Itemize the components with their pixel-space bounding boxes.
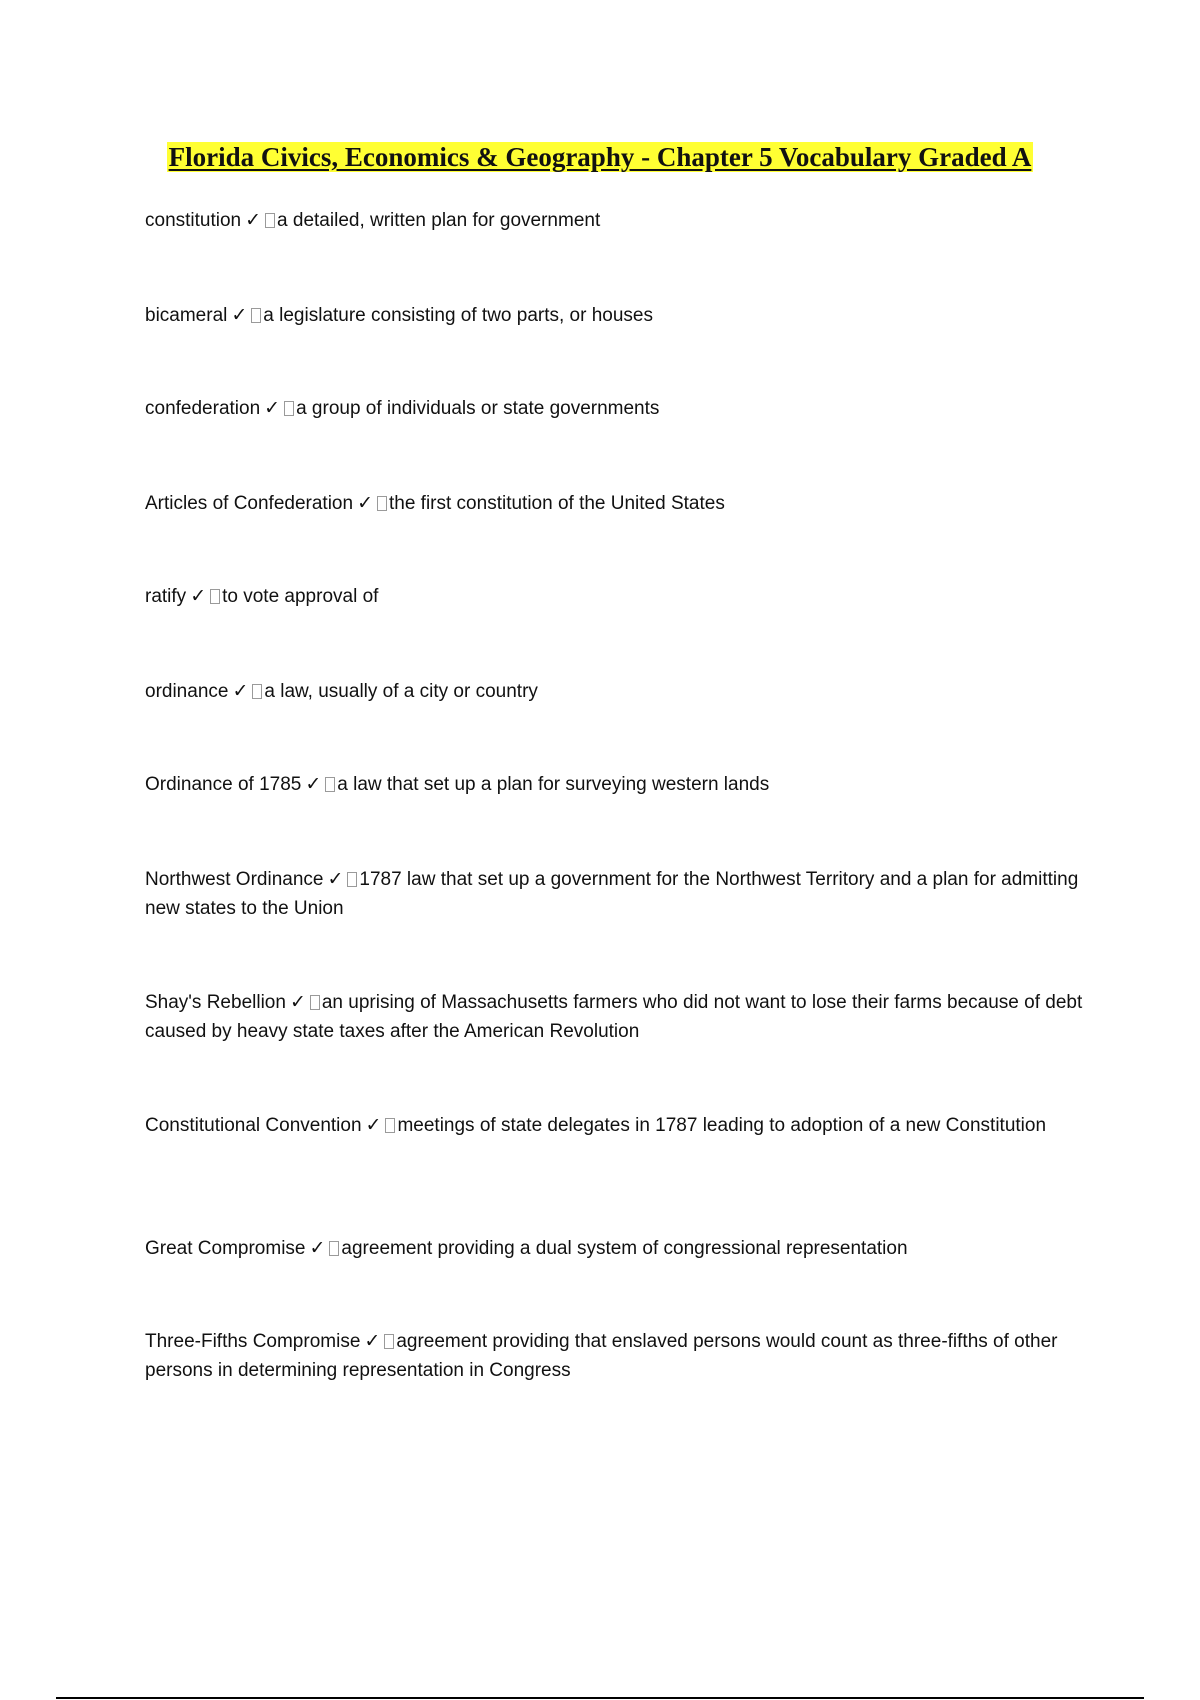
definition: a group of individuals or state governments (296, 398, 660, 419)
missing-glyph-box-icon (265, 213, 275, 228)
missing-glyph-box-icon (252, 684, 262, 699)
checkmark-icon: ✓ (190, 586, 207, 607)
definition: 1787 law that set up a government for the Northwest Territory and a plan for admitting new states to the Union (145, 869, 1079, 919)
term: ratify (145, 586, 187, 607)
definition: agreement providing that enslaved persons would count as three-fifths of other persons in determining representation in Congress (145, 1331, 1058, 1381)
missing-glyph-box-icon (377, 496, 387, 511)
definition: a law that set up a plan for surveying western lands (337, 774, 770, 795)
term: Great Compromise (145, 1238, 306, 1259)
checkmark-icon: ✓ (364, 1331, 381, 1352)
term: Constitutional Convention (145, 1115, 362, 1136)
definition: a law, usually of a city or country (264, 681, 538, 702)
vocabulary-entry (145, 988, 1085, 1046)
definition: an uprising of Massachusetts farmers who did not want to lose their farms because of debt caused by heavy state taxes after the American Revolution (145, 992, 1083, 1042)
title-block (0, 142, 1200, 173)
checkmark-icon: ✓ (305, 774, 322, 795)
term: ordinance (145, 681, 229, 702)
definition: meetings of state delegates in 1787 leading to adoption of a new Constitution (397, 1115, 1047, 1136)
missing-glyph-box-icon (310, 995, 320, 1010)
vocabulary-entry (145, 1327, 1085, 1385)
missing-glyph-box-icon (347, 872, 357, 887)
vocabulary-entry (145, 582, 1085, 611)
term: Ordinance of 1785 (145, 774, 302, 795)
missing-glyph-box-icon (329, 1241, 339, 1256)
missing-glyph-box-icon (210, 589, 220, 604)
term: Shay's Rebellion (145, 992, 286, 1013)
checkmark-icon: ✓ (231, 305, 248, 326)
vocabulary-entry (145, 206, 1085, 235)
definition: a legislature consisting of two parts, or houses (263, 305, 654, 326)
vocabulary-entry (145, 677, 1085, 706)
checkmark-icon: ✓ (357, 493, 373, 514)
vocabulary-entry (145, 865, 1085, 923)
vocabulary-entry (145, 301, 1085, 330)
definition: a detailed, written plan for government (277, 210, 601, 231)
footer-divider (56, 1697, 1144, 1699)
vocabulary-entry (145, 770, 1085, 799)
term: Northwest Ordinance (145, 869, 324, 890)
missing-glyph-box-icon (385, 1118, 395, 1133)
term: bicameral (145, 305, 228, 326)
vocabulary-entry (145, 394, 1085, 423)
missing-glyph-box-icon (325, 777, 335, 792)
term: confederation (145, 398, 261, 419)
checkmark-icon: ✓ (327, 869, 344, 890)
term: Three-Fifths Compromise (145, 1331, 361, 1352)
missing-glyph-box-icon (284, 401, 294, 416)
term: constitution (145, 210, 242, 231)
missing-glyph-box-icon (384, 1334, 394, 1349)
document-title: Florida Civics, Economics & Geography - Chapter 5 Vocabulary Graded A (168, 142, 1032, 172)
vocabulary-entry (145, 1234, 1085, 1263)
term: Articles of Confederation (145, 493, 354, 514)
vocabulary-entry (145, 1111, 1085, 1140)
checkmark-icon: ✓ (309, 1238, 326, 1259)
vocabulary-entry (145, 489, 1085, 518)
missing-glyph-box-icon (251, 308, 261, 323)
definition: to vote approval of (222, 586, 379, 607)
checkmark-icon: ✓ (264, 398, 281, 419)
checkmark-icon: ✓ (245, 210, 262, 231)
checkmark-icon: ✓ (289, 992, 306, 1013)
checkmark-icon: ✓ (365, 1115, 382, 1136)
definition: agreement providing a dual system of congressional representation (341, 1238, 908, 1259)
definition: the first constitution of the United States (388, 493, 725, 514)
checkmark-icon: ✓ (232, 681, 249, 702)
